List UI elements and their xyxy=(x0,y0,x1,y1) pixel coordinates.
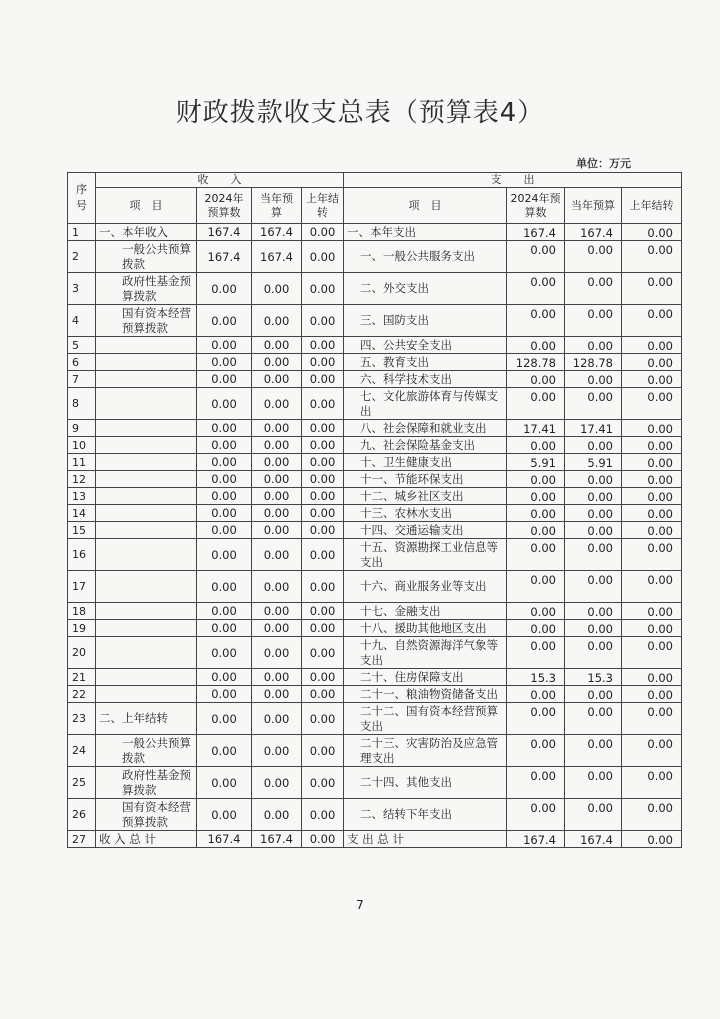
income-carryover: 0.00 xyxy=(302,522,344,539)
income-item: 一般公共预算拨款 xyxy=(96,241,197,273)
row-seq: 7 xyxy=(68,371,96,388)
income-item: 收 入 总 计 xyxy=(96,831,197,848)
income-carryover: 0.00 xyxy=(302,488,344,505)
header-expense-budget2024: 2024年预算数 xyxy=(507,188,565,224)
table-row xyxy=(68,603,682,620)
expense-carryover: 0.00 xyxy=(622,522,682,539)
expense-carryover: 0.00 xyxy=(622,224,682,241)
income-current: 0.00 xyxy=(252,437,302,454)
expense-item: 二十四、其他支出 xyxy=(344,767,507,799)
income-carryover: 0.00 xyxy=(302,437,344,454)
header-income-budget2024: 2024年预算数 xyxy=(197,188,252,224)
expense-budget2024: 167.4 xyxy=(507,831,565,848)
income-item xyxy=(96,454,197,471)
expense-item: 十五、资源勘探工业信息等支出 xyxy=(344,539,507,571)
expense-current: 17.41 xyxy=(565,420,622,437)
expense-carryover: 0.00 xyxy=(622,273,682,305)
expense-current: 0.00 xyxy=(565,686,622,703)
expense-budget2024: 0.00 xyxy=(507,273,565,305)
unit-label: 单位：万元 xyxy=(576,157,631,170)
income-carryover: 0.00 xyxy=(302,224,344,241)
expense-item: 六、科学技术支出 xyxy=(344,371,507,388)
income-carryover: 0.00 xyxy=(302,539,344,571)
income-budget2024: 167.4 xyxy=(197,241,252,273)
expense-item: 二、结转下年支出 xyxy=(344,799,507,831)
page-title: 财政拨款收支总表（预算表4） xyxy=(175,98,545,128)
income-current: 167.4 xyxy=(252,224,302,241)
expense-budget2024: 0.00 xyxy=(507,337,565,354)
expense-current: 0.00 xyxy=(565,767,622,799)
income-budget2024: 0.00 xyxy=(197,571,252,603)
table-row xyxy=(68,354,682,371)
income-current: 0.00 xyxy=(252,505,302,522)
income-item xyxy=(96,686,197,703)
row-seq: 14 xyxy=(68,505,96,522)
table-row xyxy=(68,799,682,831)
header-income-current: 当年预算 xyxy=(252,188,302,224)
expense-budget2024: 167.4 xyxy=(507,224,565,241)
header-income: 收 入 xyxy=(96,173,344,188)
table-row xyxy=(68,388,682,420)
expense-item: 五、教育支出 xyxy=(344,354,507,371)
expense-budget2024: 0.00 xyxy=(507,603,565,620)
header-expense-item: 项 目 xyxy=(344,188,507,224)
income-budget2024: 0.00 xyxy=(197,420,252,437)
income-carryover: 0.00 xyxy=(302,686,344,703)
table-row xyxy=(68,337,682,354)
budget-table xyxy=(67,172,682,848)
expense-carryover: 0.00 xyxy=(622,371,682,388)
income-budget2024: 0.00 xyxy=(197,273,252,305)
income-current: 0.00 xyxy=(252,388,302,420)
expense-carryover: 0.00 xyxy=(622,454,682,471)
income-current: 0.00 xyxy=(252,669,302,686)
expense-current: 0.00 xyxy=(565,337,622,354)
income-item: 政府性基金预算拨款 xyxy=(96,273,197,305)
expense-current: 0.00 xyxy=(565,539,622,571)
income-budget2024: 0.00 xyxy=(197,505,252,522)
row-seq: 1 xyxy=(68,224,96,241)
row-seq: 26 xyxy=(68,799,96,831)
income-budget2024: 0.00 xyxy=(197,799,252,831)
expense-current: 0.00 xyxy=(565,505,622,522)
income-current: 0.00 xyxy=(252,686,302,703)
expense-current: 0.00 xyxy=(565,637,622,669)
income-item: 国有资本经营预算拨款 xyxy=(96,305,197,337)
row-seq: 25 xyxy=(68,767,96,799)
expense-carryover: 0.00 xyxy=(622,603,682,620)
expense-budget2024: 0.00 xyxy=(507,620,565,637)
table-row xyxy=(68,571,682,603)
table-row xyxy=(68,767,682,799)
row-seq: 4 xyxy=(68,305,96,337)
income-budget2024: 167.4 xyxy=(197,224,252,241)
expense-budget2024: 0.00 xyxy=(507,735,565,767)
income-current: 0.00 xyxy=(252,603,302,620)
row-seq: 9 xyxy=(68,420,96,437)
expense-current: 0.00 xyxy=(565,620,622,637)
income-carryover: 0.00 xyxy=(302,337,344,354)
income-carryover: 0.00 xyxy=(302,703,344,735)
table-row xyxy=(68,703,682,735)
expense-carryover: 0.00 xyxy=(622,620,682,637)
expense-current: 0.00 xyxy=(565,799,622,831)
expense-carryover: 0.00 xyxy=(622,703,682,735)
row-seq: 20 xyxy=(68,637,96,669)
expense-budget2024: 0.00 xyxy=(507,686,565,703)
expense-budget2024: 0.00 xyxy=(507,637,565,669)
income-budget2024: 0.00 xyxy=(197,669,252,686)
income-item xyxy=(96,388,197,420)
table-row xyxy=(68,522,682,539)
expense-item: 十九、自然资源海洋气象等支出 xyxy=(344,637,507,669)
income-carryover: 0.00 xyxy=(302,669,344,686)
expense-current: 0.00 xyxy=(565,735,622,767)
expense-item: 二十三、灾害防治及应急管理支出 xyxy=(344,735,507,767)
income-current: 0.00 xyxy=(252,571,302,603)
expense-current: 0.00 xyxy=(565,241,622,273)
row-seq: 11 xyxy=(68,454,96,471)
expense-current: 0.00 xyxy=(565,371,622,388)
income-budget2024: 0.00 xyxy=(197,735,252,767)
row-seq: 22 xyxy=(68,686,96,703)
income-item xyxy=(96,437,197,454)
table-row xyxy=(68,305,682,337)
income-current: 0.00 xyxy=(252,337,302,354)
income-budget2024: 0.00 xyxy=(197,354,252,371)
expense-item: 二、外交支出 xyxy=(344,273,507,305)
page-number: 7 xyxy=(356,898,364,912)
expense-budget2024: 128.78 xyxy=(507,354,565,371)
expense-carryover: 0.00 xyxy=(622,539,682,571)
expense-current: 0.00 xyxy=(565,471,622,488)
income-current: 0.00 xyxy=(252,637,302,669)
income-budget2024: 0.00 xyxy=(197,522,252,539)
table-row xyxy=(68,505,682,522)
income-carryover: 0.00 xyxy=(302,454,344,471)
income-carryover: 0.00 xyxy=(302,388,344,420)
expense-item: 支 出 总 计 xyxy=(344,831,507,848)
row-seq: 10 xyxy=(68,437,96,454)
expense-carryover: 0.00 xyxy=(622,831,682,848)
row-seq: 23 xyxy=(68,703,96,735)
income-item xyxy=(96,354,197,371)
expense-item: 十、卫生健康支出 xyxy=(344,454,507,471)
income-current: 0.00 xyxy=(252,371,302,388)
expense-budget2024: 0.00 xyxy=(507,437,565,454)
expense-item: 九、社会保险基金支出 xyxy=(344,437,507,454)
row-seq: 3 xyxy=(68,273,96,305)
row-seq: 15 xyxy=(68,522,96,539)
income-budget2024: 0.00 xyxy=(197,471,252,488)
income-current: 0.00 xyxy=(252,539,302,571)
row-seq: 21 xyxy=(68,669,96,686)
expense-current: 128.78 xyxy=(565,354,622,371)
expense-carryover: 0.00 xyxy=(622,799,682,831)
income-current: 167.4 xyxy=(252,241,302,273)
table-row xyxy=(68,420,682,437)
income-item xyxy=(96,620,197,637)
income-item: 一般公共预算拨款 xyxy=(96,735,197,767)
expense-current: 0.00 xyxy=(565,603,622,620)
income-item xyxy=(96,571,197,603)
income-current: 0.00 xyxy=(252,354,302,371)
row-seq: 27 xyxy=(68,831,96,848)
expense-budget2024: 0.00 xyxy=(507,703,565,735)
expense-budget2024: 0.00 xyxy=(507,241,565,273)
income-budget2024: 0.00 xyxy=(197,337,252,354)
income-budget2024: 0.00 xyxy=(197,686,252,703)
expense-budget2024: 0.00 xyxy=(507,505,565,522)
income-item xyxy=(96,471,197,488)
expense-carryover: 0.00 xyxy=(622,305,682,337)
table-row xyxy=(68,471,682,488)
income-carryover: 0.00 xyxy=(302,505,344,522)
expense-item: 十六、商业服务业等支出 xyxy=(344,571,507,603)
income-current: 0.00 xyxy=(252,420,302,437)
income-item xyxy=(96,539,197,571)
expense-carryover: 0.00 xyxy=(622,571,682,603)
table-row xyxy=(68,454,682,471)
table-row xyxy=(68,488,682,505)
expense-carryover: 0.00 xyxy=(622,437,682,454)
income-carryover: 0.00 xyxy=(302,471,344,488)
expense-budget2024: 17.41 xyxy=(507,420,565,437)
expense-item: 二十二、国有资本经营预算支出 xyxy=(344,703,507,735)
income-carryover: 0.00 xyxy=(302,571,344,603)
expense-current: 0.00 xyxy=(565,305,622,337)
expense-item: 十一、节能环保支出 xyxy=(344,471,507,488)
expense-current: 167.4 xyxy=(565,831,622,848)
expense-carryover: 0.00 xyxy=(622,241,682,273)
row-seq: 19 xyxy=(68,620,96,637)
expense-item: 三、国防支出 xyxy=(344,305,507,337)
row-seq: 24 xyxy=(68,735,96,767)
income-carryover: 0.00 xyxy=(302,273,344,305)
table-row xyxy=(68,735,682,767)
income-current: 0.00 xyxy=(252,471,302,488)
income-carryover: 0.00 xyxy=(302,241,344,273)
income-item xyxy=(96,603,197,620)
income-budget2024: 0.00 xyxy=(197,488,252,505)
expense-item: 八、社会保障和就业支出 xyxy=(344,420,507,437)
row-seq: 8 xyxy=(68,388,96,420)
expense-current: 0.00 xyxy=(565,571,622,603)
income-current: 0.00 xyxy=(252,767,302,799)
income-item: 一、本年收入 xyxy=(96,224,197,241)
expense-current: 167.4 xyxy=(565,224,622,241)
income-current: 0.00 xyxy=(252,522,302,539)
income-budget2024: 0.00 xyxy=(197,454,252,471)
expense-carryover: 0.00 xyxy=(622,337,682,354)
income-current: 0.00 xyxy=(252,799,302,831)
income-budget2024: 0.00 xyxy=(197,388,252,420)
row-seq: 16 xyxy=(68,539,96,571)
income-item: 二、上年结转 xyxy=(96,703,197,735)
income-item: 国有资本经营预算拨款 xyxy=(96,799,197,831)
income-budget2024: 0.00 xyxy=(197,305,252,337)
expense-item: 七、文化旅游体育与传媒支出 xyxy=(344,388,507,420)
income-carryover: 0.00 xyxy=(302,831,344,848)
income-item xyxy=(96,522,197,539)
expense-budget2024: 0.00 xyxy=(507,522,565,539)
expense-item: 一、本年支出 xyxy=(344,224,507,241)
income-carryover: 0.00 xyxy=(302,637,344,669)
table-row xyxy=(68,637,682,669)
table-row xyxy=(68,273,682,305)
expense-item: 一、一般公共服务支出 xyxy=(344,241,507,273)
expense-item: 二十、住房保障支出 xyxy=(344,669,507,686)
expense-item: 四、公共安全支出 xyxy=(344,337,507,354)
income-carryover: 0.00 xyxy=(302,420,344,437)
row-seq: 5 xyxy=(68,337,96,354)
expense-budget2024: 15.3 xyxy=(507,669,565,686)
expense-carryover: 0.00 xyxy=(622,471,682,488)
income-budget2024: 0.00 xyxy=(197,371,252,388)
income-item: 政府性基金预算拨款 xyxy=(96,767,197,799)
expense-carryover: 0.00 xyxy=(622,388,682,420)
income-budget2024: 0.00 xyxy=(197,539,252,571)
expense-carryover: 0.00 xyxy=(622,767,682,799)
expense-item: 十二、城乡社区支出 xyxy=(344,488,507,505)
expense-current: 0.00 xyxy=(565,488,622,505)
income-current: 167.4 xyxy=(252,831,302,848)
expense-item: 十三、农林水支出 xyxy=(344,505,507,522)
expense-item: 十八、援助其他地区支出 xyxy=(344,620,507,637)
income-carryover: 0.00 xyxy=(302,305,344,337)
expense-budget2024: 0.00 xyxy=(507,371,565,388)
income-current: 0.00 xyxy=(252,273,302,305)
expense-budget2024: 0.00 xyxy=(507,799,565,831)
income-carryover: 0.00 xyxy=(302,799,344,831)
expense-carryover: 0.00 xyxy=(622,637,682,669)
expense-budget2024: 0.00 xyxy=(507,571,565,603)
income-item xyxy=(96,337,197,354)
expense-current: 15.3 xyxy=(565,669,622,686)
header-seq: 序号 xyxy=(68,173,96,224)
header-income-carryover: 上年结转 xyxy=(302,188,344,224)
income-current: 0.00 xyxy=(252,454,302,471)
header-expense-current: 当年预算 xyxy=(565,188,622,224)
expense-budget2024: 0.00 xyxy=(507,305,565,337)
income-current: 0.00 xyxy=(252,703,302,735)
expense-carryover: 0.00 xyxy=(622,505,682,522)
expense-current: 0.00 xyxy=(565,522,622,539)
income-budget2024: 0.00 xyxy=(197,620,252,637)
income-carryover: 0.00 xyxy=(302,620,344,637)
header-expense: 支 出 xyxy=(344,173,682,188)
expense-item: 二十一、粮油物资储备支出 xyxy=(344,686,507,703)
table-row xyxy=(68,539,682,571)
income-item xyxy=(96,488,197,505)
income-item xyxy=(96,637,197,669)
expense-budget2024: 0.00 xyxy=(507,471,565,488)
table-row xyxy=(68,669,682,686)
income-budget2024: 167.4 xyxy=(197,831,252,848)
expense-budget2024: 0.00 xyxy=(507,388,565,420)
income-current: 0.00 xyxy=(252,735,302,767)
expense-carryover: 0.00 xyxy=(622,354,682,371)
table-row xyxy=(68,224,682,241)
income-current: 0.00 xyxy=(252,488,302,505)
header-income-item: 项 目 xyxy=(96,188,197,224)
table-row xyxy=(68,437,682,454)
expense-current: 0.00 xyxy=(565,273,622,305)
expense-carryover: 0.00 xyxy=(622,735,682,767)
income-carryover: 0.00 xyxy=(302,603,344,620)
expense-budget2024: 0.00 xyxy=(507,488,565,505)
expense-budget2024: 0.00 xyxy=(507,539,565,571)
expense-budget2024: 0.00 xyxy=(507,767,565,799)
expense-current: 0.00 xyxy=(565,437,622,454)
income-carryover: 0.00 xyxy=(302,735,344,767)
income-item xyxy=(96,669,197,686)
table-row xyxy=(68,831,682,848)
row-seq: 6 xyxy=(68,354,96,371)
income-budget2024: 0.00 xyxy=(197,703,252,735)
row-seq: 12 xyxy=(68,471,96,488)
row-seq: 13 xyxy=(68,488,96,505)
income-budget2024: 0.00 xyxy=(197,437,252,454)
expense-carryover: 0.00 xyxy=(622,669,682,686)
income-budget2024: 0.00 xyxy=(197,603,252,620)
table-row xyxy=(68,241,682,273)
expense-item: 十四、交通运输支出 xyxy=(344,522,507,539)
expense-current: 0.00 xyxy=(565,388,622,420)
income-current: 0.00 xyxy=(252,305,302,337)
table-row xyxy=(68,686,682,703)
expense-carryover: 0.00 xyxy=(622,488,682,505)
table-row xyxy=(68,371,682,388)
expense-current: 5.91 xyxy=(565,454,622,471)
income-carryover: 0.00 xyxy=(302,371,344,388)
income-budget2024: 0.00 xyxy=(197,637,252,669)
income-item xyxy=(96,371,197,388)
income-current: 0.00 xyxy=(252,620,302,637)
header-expense-carryover: 上年结转 xyxy=(622,188,682,224)
expense-carryover: 0.00 xyxy=(622,420,682,437)
expense-carryover: 0.00 xyxy=(622,686,682,703)
income-item xyxy=(96,420,197,437)
row-seq: 18 xyxy=(68,603,96,620)
row-seq: 17 xyxy=(68,571,96,603)
income-budget2024: 0.00 xyxy=(197,767,252,799)
expense-budget2024: 5.91 xyxy=(507,454,565,471)
income-item xyxy=(96,505,197,522)
expense-current: 0.00 xyxy=(565,703,622,735)
income-carryover: 0.00 xyxy=(302,767,344,799)
row-seq: 2 xyxy=(68,241,96,273)
expense-item: 十七、金融支出 xyxy=(344,603,507,620)
table-row xyxy=(68,620,682,637)
income-carryover: 0.00 xyxy=(302,354,344,371)
